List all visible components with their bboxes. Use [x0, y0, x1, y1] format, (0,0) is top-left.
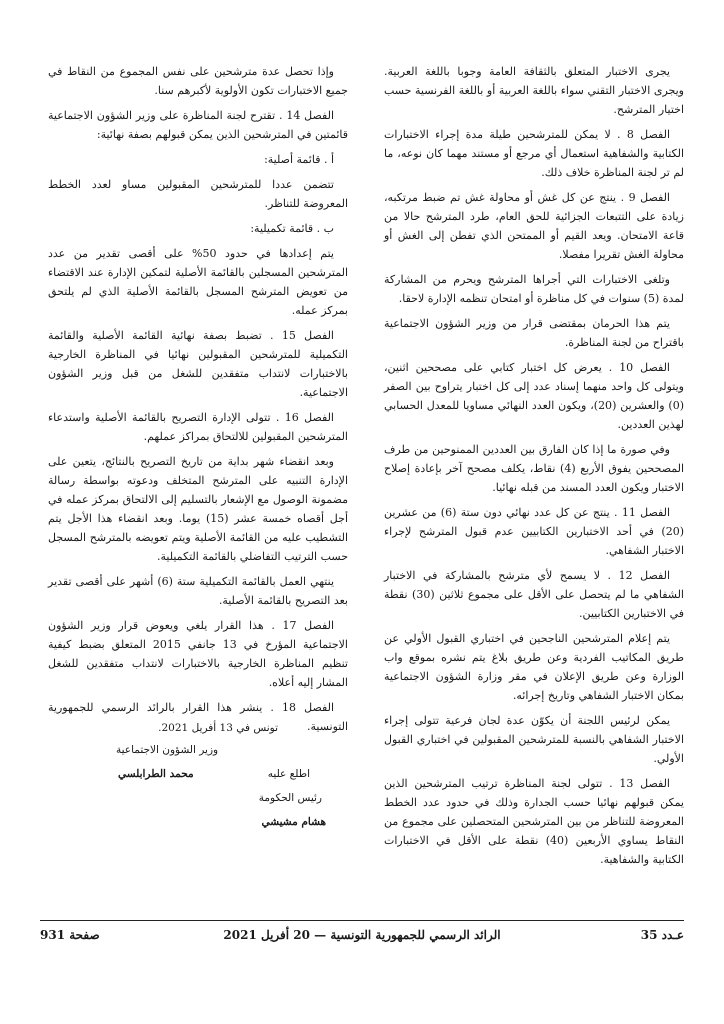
pm-title: رئيس الحكومة — [258, 792, 322, 804]
article-9: الفصل 9 . ينتج عن كل غش أو محاولة غش تم ضبط مرتكبه، زيادة على التتبعات الجزائية للحق العام، طرد المترشح حالا من قاعة الامتحان. ويعد القيم أو الممتحن الذي تفطن إلى الغش أو محاولة الغش تقريرا مفصلا. — [384, 191, 684, 261]
page-footer — [40, 928, 684, 948]
minister-title: وزير الشؤون الاجتماعية — [116, 744, 219, 756]
signature-date: تونس في 13 أفريل 2021. — [158, 722, 278, 734]
list-heading-original: أ . قائمة أصلية: — [264, 153, 334, 166]
paragraph: يتم إعدادها في حدود 50% على أقصى تقدير من عدد المترشحين المسجلين بالقائمة الأصلية لتمكين الإدارة عند الاقتضاء من تعويض المترشح المسجل بالقائمة الأصلية الذي لم يلتحق بمركز عمله. — [48, 247, 348, 317]
paragraph: وفي صورة ما إذا كان الفارق بين العددين الممنوحين من طرف المصححين يفوق الأربع (4) نقاط، يكلف مصحح آخر بإعادة إصلاح الاختبار ويكون العدد المسند من قبله نهائيا. — [384, 443, 684, 494]
article-8: الفصل 8 . لا يمكن للمترشحين طيلة مدة إجراء الاختبارات الكتابية والشفاهية استعمال أي مرجع أو مستند مهما كان نوعه، ما لم تر لجنة المناظرة خلاف ذلك. — [384, 128, 684, 179]
paragraph: يجرى الاختبار المتعلق بالثقافة العامة وجوبا باللغة العربية. ويجرى الاختبار التقني سواء باللغة العربية أو باللغة الفرنسية حسب اختيار المترشح. — [384, 65, 684, 116]
article-15: الفصل 15 . تضبط بصفة نهائية القائمة الأصلية والقائمة التكميلية للمترشحين المقبولين نهائيا في المناظرة الخارجية بالاختبارات لانتداب متفقدين للشغل من قبل وزير الشؤون الاجتماعية. — [48, 329, 348, 399]
article-17: الفصل 17 . هذا القرار يلغي ويعوض قرار وزير الشؤون الاجتماعية المؤرخ في 13 جانفي 2015 المتعلق بضبط كيفية تنظيم المناظرة الخارجية بالاختبارات لانتداب متفقدين للشغل المشار إليه أعلاه. — [48, 619, 348, 689]
article-12: الفصل 12 . لا يسمح لأي مترشح بالمشاركة في الاختبار الشفاهي ما لم يتحصل على الأقل على مجموع ثلاثين (30) نقطة في الاختبارين الكتابيين. — [384, 569, 684, 620]
footer-divider — [40, 920, 684, 921]
seen-label: اطلع عليه — [267, 768, 310, 780]
article-11: الفصل 11 . ينتج عن كل عدد نهائي دون ستة (6) من عشرين (20) في أحد الاختبارين الكتابيين عدم قبول المترشح لإجراء الاختبار الشفاهي. — [384, 506, 684, 557]
paragraph: يمكن لرئيس اللجنة أن يكوّن عدة لجان فرعية تتولى إجراء الاختبار الشفاهي بالنسبة للمترشحين المقبولين في اختباري القبول الأولي. — [384, 714, 684, 765]
article-14: الفصل 14 . تقترح لجنة المناظرة على وزير الشؤون الاجتماعية قائمتين في المترشحين الذين يمكن قبولهم بصفة نهائية: — [48, 109, 348, 141]
page-number: صفحة 931 — [40, 928, 100, 942]
paragraph: تتضمن عددا للمترشحين المقبولين مساو لعدد الخطط المعروضة للتناظر. — [48, 178, 348, 210]
issue-number: عـدد 35 — [640, 928, 684, 942]
paragraph: ينتهي العمل بالقائمة التكميلية ستة (6) أشهر على أقصى تقدير بعد التصريح بالقائمة الأصلية. — [48, 575, 348, 607]
journal-title: الرائد الرسمي للجمهورية التونسية — 20 أفريل 2021 — [223, 928, 501, 942]
left-column — [48, 62, 348, 742]
signature-block — [88, 722, 388, 862]
article-18: الفصل 18 . ينشر هذا القرار بالرائد الرسمي للجمهورية التونسية. — [48, 701, 348, 733]
paragraph: يتم إعلام المترشحين الناجحين في اختباري القبول الأولي عن طريق المكاتيب الفردية وعن طريق بلاغ يتم نشره بموقع واب الوزارة وعن طريق الإعلان في مقر وزارة الشؤون الاجتماعية بمكان الاختبار الشفاهي وتاريخ إجرائه. — [384, 632, 684, 702]
right-column — [384, 62, 684, 875]
article-16: الفصل 16 . تتولى الإدارة التصريح بالقائمة الأصلية واستدعاء المترشحين المقبولين للالتحاق بمراكز عملهم. — [48, 411, 348, 443]
article-10: الفصل 10 . يعرض كل اختبار كتابي على مصححين اثنين، ويتولى كل واحد منهما إسناد عدد إلى كل اختبار يتراوح بين الصفر (0) والعشرين (20)، ويكون العدد النهائي مساويا للمعدل الحسابي لهذين العددين. — [384, 361, 684, 431]
paragraph: وتلغى الاختبارات التي أجراها المترشح ويحرم من المشاركة لمدة (5) سنوات في كل مناظرة أو امتحان تنظمه الإدارة لاحقا. — [384, 273, 684, 305]
pm-name: هشام مشيشي — [261, 816, 326, 828]
paragraph: يتم هذا الحرمان بمقتضى قرار من وزير الشؤون الاجتماعية باقتراح من لجنة المناظرة. — [384, 317, 684, 349]
paragraph: وإذا تحصل عدة مترشحين على نفس المجموع من النقاط في جميع الاختبارات تكون الأولوية لأكبرهم سنا. — [48, 65, 348, 97]
article-13: الفصل 13 . تتولى لجنة المناظرة ترتيب المترشحين الذين يمكن قبولهم نهائيا حسب الجدارة وذلك في حدود عدد الخطط المعروضة للتناظر من بين المترشحين المتحصلين على مجموع من النقاط يساوي الأربعين (40) نقطة على الأقل في الاختبارات الكتابية والشفاهية. — [384, 777, 684, 866]
list-heading-supplementary: ب . قائمة تكميلية: — [250, 222, 334, 235]
minister-name: محمد الطرابلسي — [118, 768, 194, 780]
paragraph: وبعد انقضاء شهر بداية من تاريخ التصريح بالنتائج، يتعين على الإدارة التنبيه على المترشح المتخلف ودعوته بواسطة رسالة مضمونة الوصول مع الإشعار بالتسليم إلى الالتحاق بمركز عمله في أجل أقصاه خمسة عشر (15) يوما. وبعد انقضاء هذا الأجل يتم التشطيب عليه من القائمة الأصلية ويتم تعويضه بالمترشح المسجل حسب الترتيب التفاضلي بالقائمة التكميلية. — [48, 455, 348, 563]
